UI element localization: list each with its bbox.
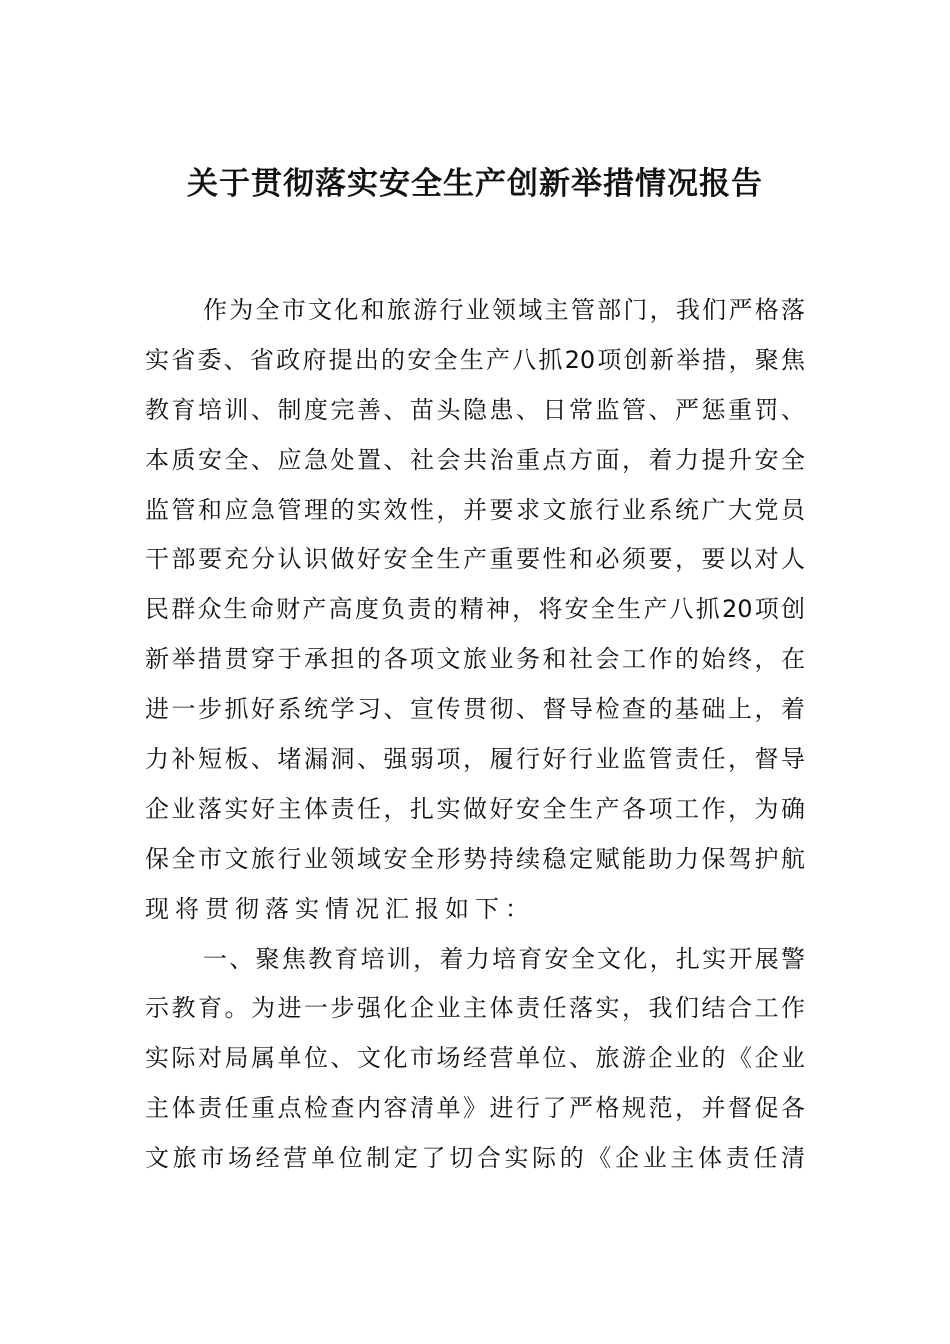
text-line: 文旅市场经营单位制定了切合实际的《企业主体责任清	[145, 1144, 805, 1173]
text-line: 一、聚焦教育培训，着力培育安全文化，扎实开展警	[203, 944, 805, 973]
text-line: 企业落实好主体责任，扎实做好安全生产各项工作，为确	[145, 794, 805, 823]
text-line: 力补短板、堵漏洞、强弱项，履行好行业监管责任，督导	[145, 745, 805, 774]
text-line: 实际对局属单位、文化市场经营单位、旅游企业的《企业	[145, 1044, 805, 1073]
text-line: 监管和应急管理的实效性，并要求文旅行业系统广大党员	[145, 495, 805, 524]
text-line: 实省委、省政府提出的安全生产八抓20项创新举措，聚焦	[145, 345, 805, 374]
text-line: 主体责任重点检查内容清单》进行了严格规范，并督促各	[145, 1094, 805, 1123]
document-title: 关于贯彻落实安全生产创新举措情况报告	[187, 166, 763, 202]
text-line: 示教育。为进一步强化企业主体责任落实，我们结合工作	[145, 994, 805, 1023]
document-body	[145, 292, 805, 1190]
text-line: 干部要充分认识做好安全生产重要性和必须要，要以对人	[145, 545, 805, 574]
text-line: 现将贯彻落实情况汇报如下：	[145, 894, 535, 923]
text-line: 作为全市文化和旅游行业领域主管部门，我们严格落	[203, 296, 805, 324]
paragraph-intro	[145, 292, 805, 941]
text-line: 进一步抓好系统学习、宣传贯彻、督导检查的基础上，着	[145, 695, 805, 724]
text-line: 教育培训、制度完善、苗头隐患、日常监管、严惩重罚、	[145, 395, 805, 424]
paragraph-section-1	[145, 941, 805, 1190]
text-line: 民群众生命财产高度负责的精神，将安全生产八抓20项创	[145, 595, 805, 624]
text-line: 本质安全、应急处置、社会共治重点方面，着力提升安全	[145, 445, 805, 474]
text-line: 保全市文旅行业领域安全形势持续稳定赋能助力保驾护航	[145, 844, 805, 873]
text-line: 新举措贯穿于承担的各项文旅业务和社会工作的始终，在	[145, 645, 805, 674]
